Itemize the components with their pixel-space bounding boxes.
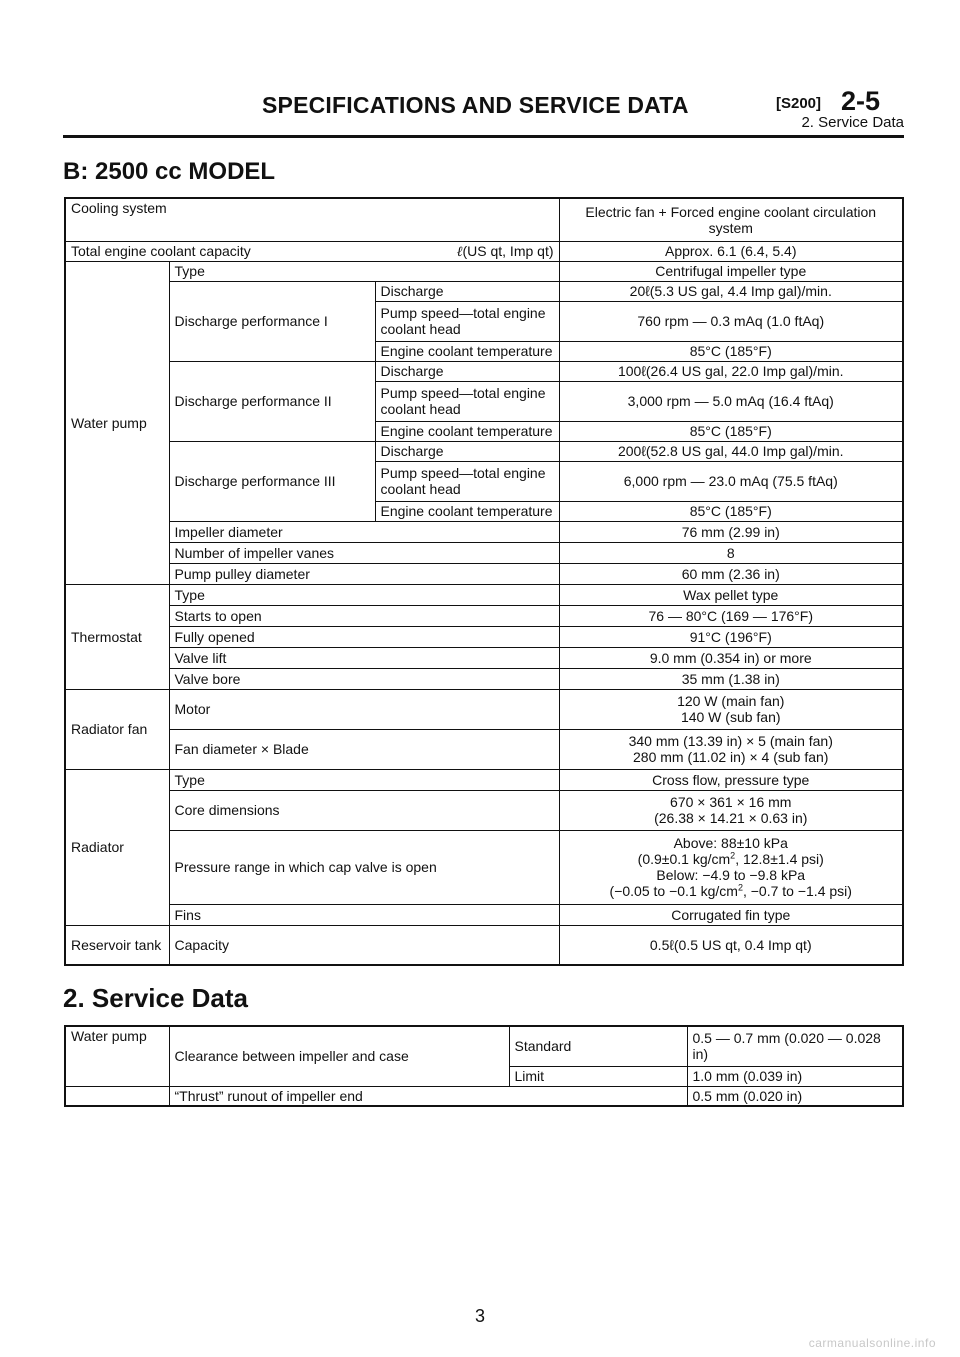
service-data-table [64, 1025, 904, 1107]
svc-water-pump-label: Water pump [65, 1026, 169, 1086]
pump-pulley-label: Pump pulley diameter [169, 563, 559, 584]
header-title: SPECIFICATIONS AND SERVICE DATA [262, 92, 689, 118]
table-row [65, 241, 903, 261]
table-row [65, 668, 903, 689]
watermark: carmanualsonline.info [808, 1336, 936, 1350]
pressure-above: Above: 88±10 kPa [673, 835, 788, 851]
table-row [65, 904, 903, 925]
capacity-label: Total engine coolant capacity [71, 242, 251, 259]
dp3-temp-label: Engine coolant temperature [375, 501, 559, 521]
dp1-speed-label: Pump speed—total engine coolant head [375, 301, 559, 341]
valve-bore-value: 35 mm (1.38 in) [559, 668, 903, 689]
header-section-number: 2-5 [841, 86, 881, 116]
thermostat-type-value: Wax pellet type [559, 584, 903, 605]
motor-label: Motor [169, 689, 559, 729]
pressure-above-psi: , 12.8±1.4 psi) [735, 851, 824, 867]
table-row [65, 1086, 903, 1106]
motor-value-sub: 140 W (sub fan) [680, 709, 781, 725]
svc-limit-value: 1.0 mm (0.039 in) [687, 1066, 903, 1086]
core-dimensions-value [559, 790, 903, 830]
valve-lift-label: Valve lift [169, 647, 559, 668]
table-row [65, 361, 903, 381]
reservoir-tank-label: Reservoir tank [65, 925, 169, 965]
water-pump-label: Water pump [65, 261, 169, 584]
thermostat-type-label: Type [169, 584, 559, 605]
radiator-type-label: Type [169, 769, 559, 790]
reservoir-capacity-value: 0.5ℓ(0.5 US qt, 0.4 Imp qt) [559, 925, 903, 965]
table-row [65, 925, 903, 965]
dp3-discharge-value: 200ℓ(52.8 US gal, 44.0 Imp gal)/min. [559, 441, 903, 461]
dp2-discharge-label: Discharge [375, 361, 559, 381]
thermostat-label: Thermostat [65, 584, 169, 689]
capacity-unit: (US qt, Imp qt) [462, 242, 554, 259]
fully-opened-value: 91°C (196°F) [559, 626, 903, 647]
radiator-type-value: Cross flow, pressure type [559, 769, 903, 790]
table-row [65, 198, 903, 241]
table-row [65, 830, 903, 904]
wp-type-value: Centrifugal impeller type [559, 261, 903, 281]
dp3-label: Discharge performance III [169, 441, 375, 521]
impeller-vanes-label: Number of impeller vanes [169, 542, 559, 563]
pressure-below: Below: −4.9 to −9.8 kPa [656, 867, 806, 883]
cooling-system-value: Electric fan + Forced engine coolant circulation system [559, 198, 903, 241]
pressure-below-metric: (−0.05 to −0.1 kg/cm [609, 883, 738, 899]
motor-value [559, 689, 903, 729]
pressure-range-value [559, 830, 903, 904]
pump-pulley-value: 60 mm (2.36 in) [559, 563, 903, 584]
fan-diameter-label: Fan diameter × Blade [169, 729, 559, 769]
table-row [65, 790, 903, 830]
dp3-speed-label: Pump speed—total engine coolant head [375, 461, 559, 501]
dp2-temp-value: 85°C (185°F) [559, 421, 903, 441]
dp1-discharge-label: Discharge [375, 281, 559, 301]
table-row [65, 605, 903, 626]
svc-standard-value: 0.5 — 0.7 mm (0.020 — 0.028 in) [687, 1026, 903, 1066]
table-row [65, 1026, 903, 1066]
svc-limit-label: Limit [509, 1066, 687, 1086]
dp2-speed-label: Pump speed—total engine coolant head [375, 381, 559, 421]
table-row [65, 261, 903, 281]
table-row [65, 769, 903, 790]
dp3-speed-value: 6,000 rpm — 23.0 mAq (75.5 ftAq) [559, 461, 903, 501]
dp3-temp-value: 85°C (185°F) [559, 501, 903, 521]
dp1-label: Discharge performance I [169, 281, 375, 361]
table-row [65, 563, 903, 584]
table-row [65, 441, 903, 461]
model-heading: B: 2500 cc MODEL [63, 158, 276, 185]
pressure-range-label: Pressure range in which cap valve is open [169, 830, 559, 904]
table-row [65, 647, 903, 668]
dp2-temp-label: Engine coolant temperature [375, 421, 559, 441]
table-row [65, 689, 903, 729]
capacity-label-cell [65, 241, 559, 261]
motor-value-main: 120 W (main fan) [677, 693, 785, 709]
fan-diameter-sub: 280 mm (11.02 in) × 4 (sub fan) [633, 749, 829, 765]
superscript: 2 [730, 850, 736, 861]
superscript: 2 [737, 882, 743, 893]
dp1-speed-value: 760 rpm — 0.3 mAq (1.0 ftAq) [559, 301, 903, 341]
radiator-fan-label: Radiator fan [65, 689, 169, 769]
impeller-vanes-value: 8 [559, 542, 903, 563]
header-rule [63, 135, 904, 138]
svc-thrust-value: 0.5 mm (0.020 in) [687, 1086, 903, 1106]
page-number: 3 [474, 1306, 485, 1326]
capacity-value: Approx. 6.1 (6.4, 5.4) [559, 241, 903, 261]
fins-value: Corrugated fin type [559, 904, 903, 925]
valve-lift-value: 9.0 mm (0.354 in) or more [559, 647, 903, 668]
table-row [65, 729, 903, 769]
impeller-diameter-label: Impeller diameter [169, 521, 559, 542]
fins-label: Fins [169, 904, 559, 925]
svc-empty-cell [65, 1086, 169, 1106]
header-code: [S200] [776, 95, 822, 112]
cooling-system-label: Cooling system [65, 198, 559, 241]
dp1-discharge-value: 20ℓ(5.3 US gal, 4.4 Imp gal)/min. [559, 281, 903, 301]
wp-type-label: Type [169, 261, 559, 281]
dp2-discharge-value: 100ℓ(26.4 US gal, 22.0 Imp gal)/min. [559, 361, 903, 381]
core-dimensions-in: (26.38 × 14.21 × 0.63 in) [654, 810, 808, 826]
fan-diameter-main: 340 mm (13.39 in) × 5 (main fan) [628, 733, 833, 749]
valve-bore-label: Valve bore [169, 668, 559, 689]
starts-open-value: 76 — 80°C (169 — 176°F) [559, 605, 903, 626]
service-data-heading: 2. Service Data [63, 983, 249, 1013]
table-row [65, 626, 903, 647]
starts-open-label: Starts to open [169, 605, 559, 626]
dp2-speed-value: 3,000 rpm — 5.0 mAq (16.4 ftAq) [559, 381, 903, 421]
table-row [65, 584, 903, 605]
litre-symbol: ℓ [456, 243, 463, 260]
core-dimensions-label: Core dimensions [169, 790, 559, 830]
capacity-unit-cell [457, 243, 554, 260]
pressure-above-metric: (0.9±0.1 kg/cm [637, 851, 731, 867]
fan-diameter-value [559, 729, 903, 769]
header-subtitle: 2. Service Data [801, 114, 904, 131]
dp1-temp-label: Engine coolant temperature [375, 341, 559, 361]
svc-thrust-label: “Thrust” runout of impeller end [169, 1086, 687, 1106]
reservoir-capacity-label: Capacity [169, 925, 559, 965]
table-row [65, 521, 903, 542]
svc-clearance-label: Clearance between impeller and case [169, 1026, 509, 1086]
dp1-temp-value: 85°C (185°F) [559, 341, 903, 361]
radiator-label: Radiator [65, 769, 169, 925]
impeller-diameter-value: 76 mm (2.99 in) [559, 521, 903, 542]
svc-standard-label: Standard [509, 1026, 687, 1066]
table-row [65, 542, 903, 563]
dp2-label: Discharge performance II [169, 361, 375, 441]
table-row [65, 281, 903, 301]
fully-opened-label: Fully opened [169, 626, 559, 647]
pressure-below-psi: , −0.7 to −1.4 psi) [742, 883, 852, 899]
spec-table [64, 197, 904, 966]
core-dimensions-mm: 670 × 361 × 16 mm [670, 794, 792, 810]
dp3-discharge-label: Discharge [375, 441, 559, 461]
